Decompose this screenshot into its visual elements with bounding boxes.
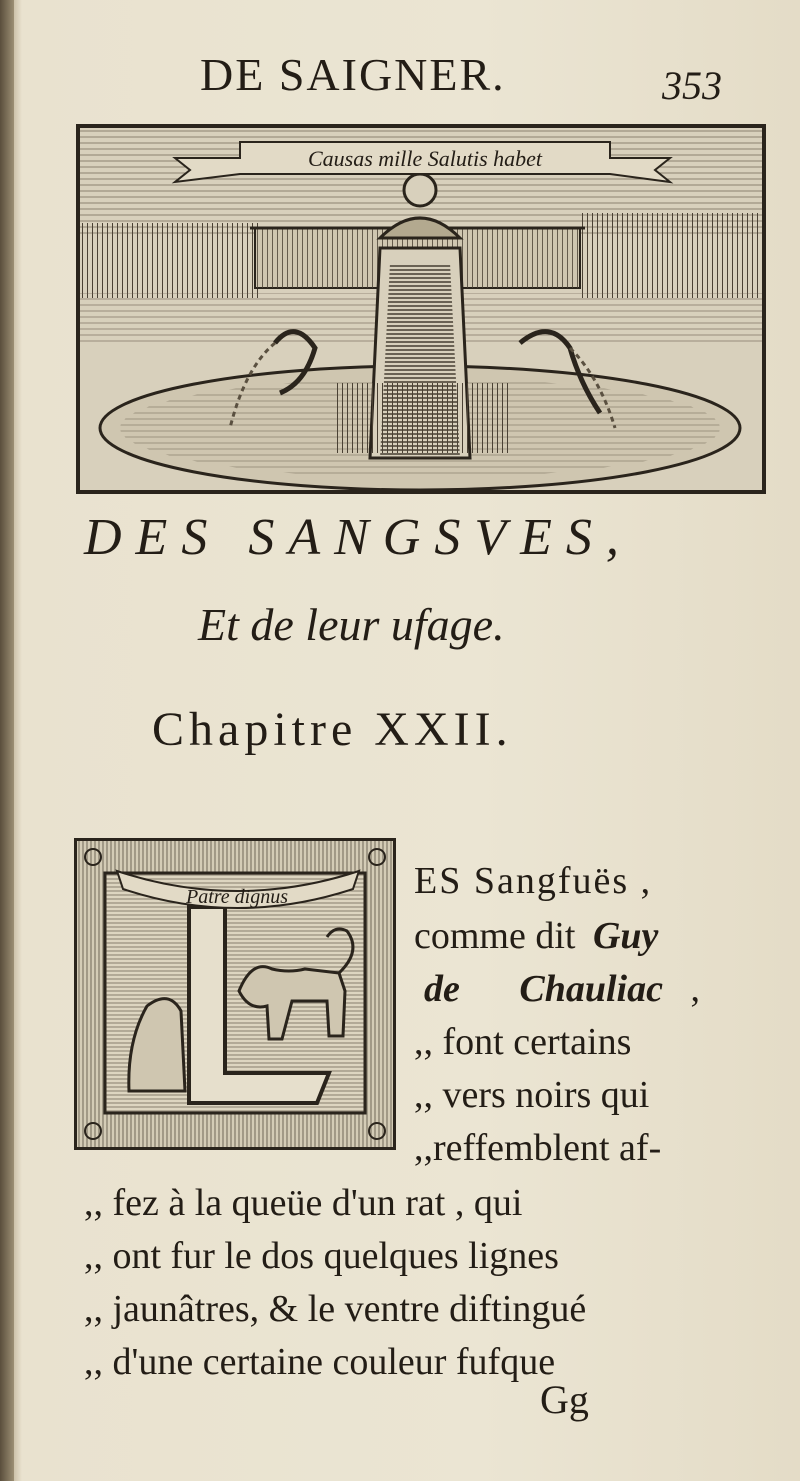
headpiece-engraving — [76, 124, 766, 494]
author-name-guy: Guy — [592, 915, 659, 957]
lion-initial-illustration — [77, 841, 393, 1147]
catchword: Gg — [540, 1377, 589, 1422]
body-line-7: ,, fez à la queüe d'un rat , qui — [84, 1182, 523, 1224]
body-line-5: ,, vers noirs qui — [414, 1074, 650, 1116]
body-line-4: ,, font certains — [414, 1021, 632, 1063]
decorated-initial — [74, 838, 396, 1150]
body-line-2 — [414, 917, 658, 955]
body-line-3 — [424, 970, 700, 1008]
body-line-10: ,, d'une certaine couleur fufque — [84, 1341, 556, 1383]
initial-motto: Patre dignus — [185, 886, 289, 908]
page-number: 353 — [662, 63, 722, 108]
body-line-6: ,,reffemblent af- — [414, 1127, 662, 1169]
author-name-chauliac: Chauliac — [519, 968, 663, 1010]
section-title: DES SANGSVES, — [84, 509, 633, 566]
running-head: DE SAIGNER. — [200, 49, 506, 100]
fountain-engraving-illustration — [80, 128, 762, 490]
headpiece-motto: Causas mille Salutis habet — [307, 146, 543, 171]
author-name-de: de — [424, 968, 460, 1010]
page-binding-edge — [0, 0, 14, 1481]
body-line-9: ,, jaunâtres, & le ventre diftingué — [84, 1288, 587, 1330]
body-line-3-comma: , — [690, 968, 700, 1010]
body-line-2-text: comme dit — [414, 915, 576, 957]
body-line-1: ES Sangfuës , — [414, 860, 653, 902]
section-subtitle: Et de leur ufage. — [198, 599, 505, 650]
chapter-heading: Chapitre XXII. — [152, 703, 513, 756]
body-line-8: ,, ont fur le dos quelques lignes — [84, 1235, 559, 1277]
